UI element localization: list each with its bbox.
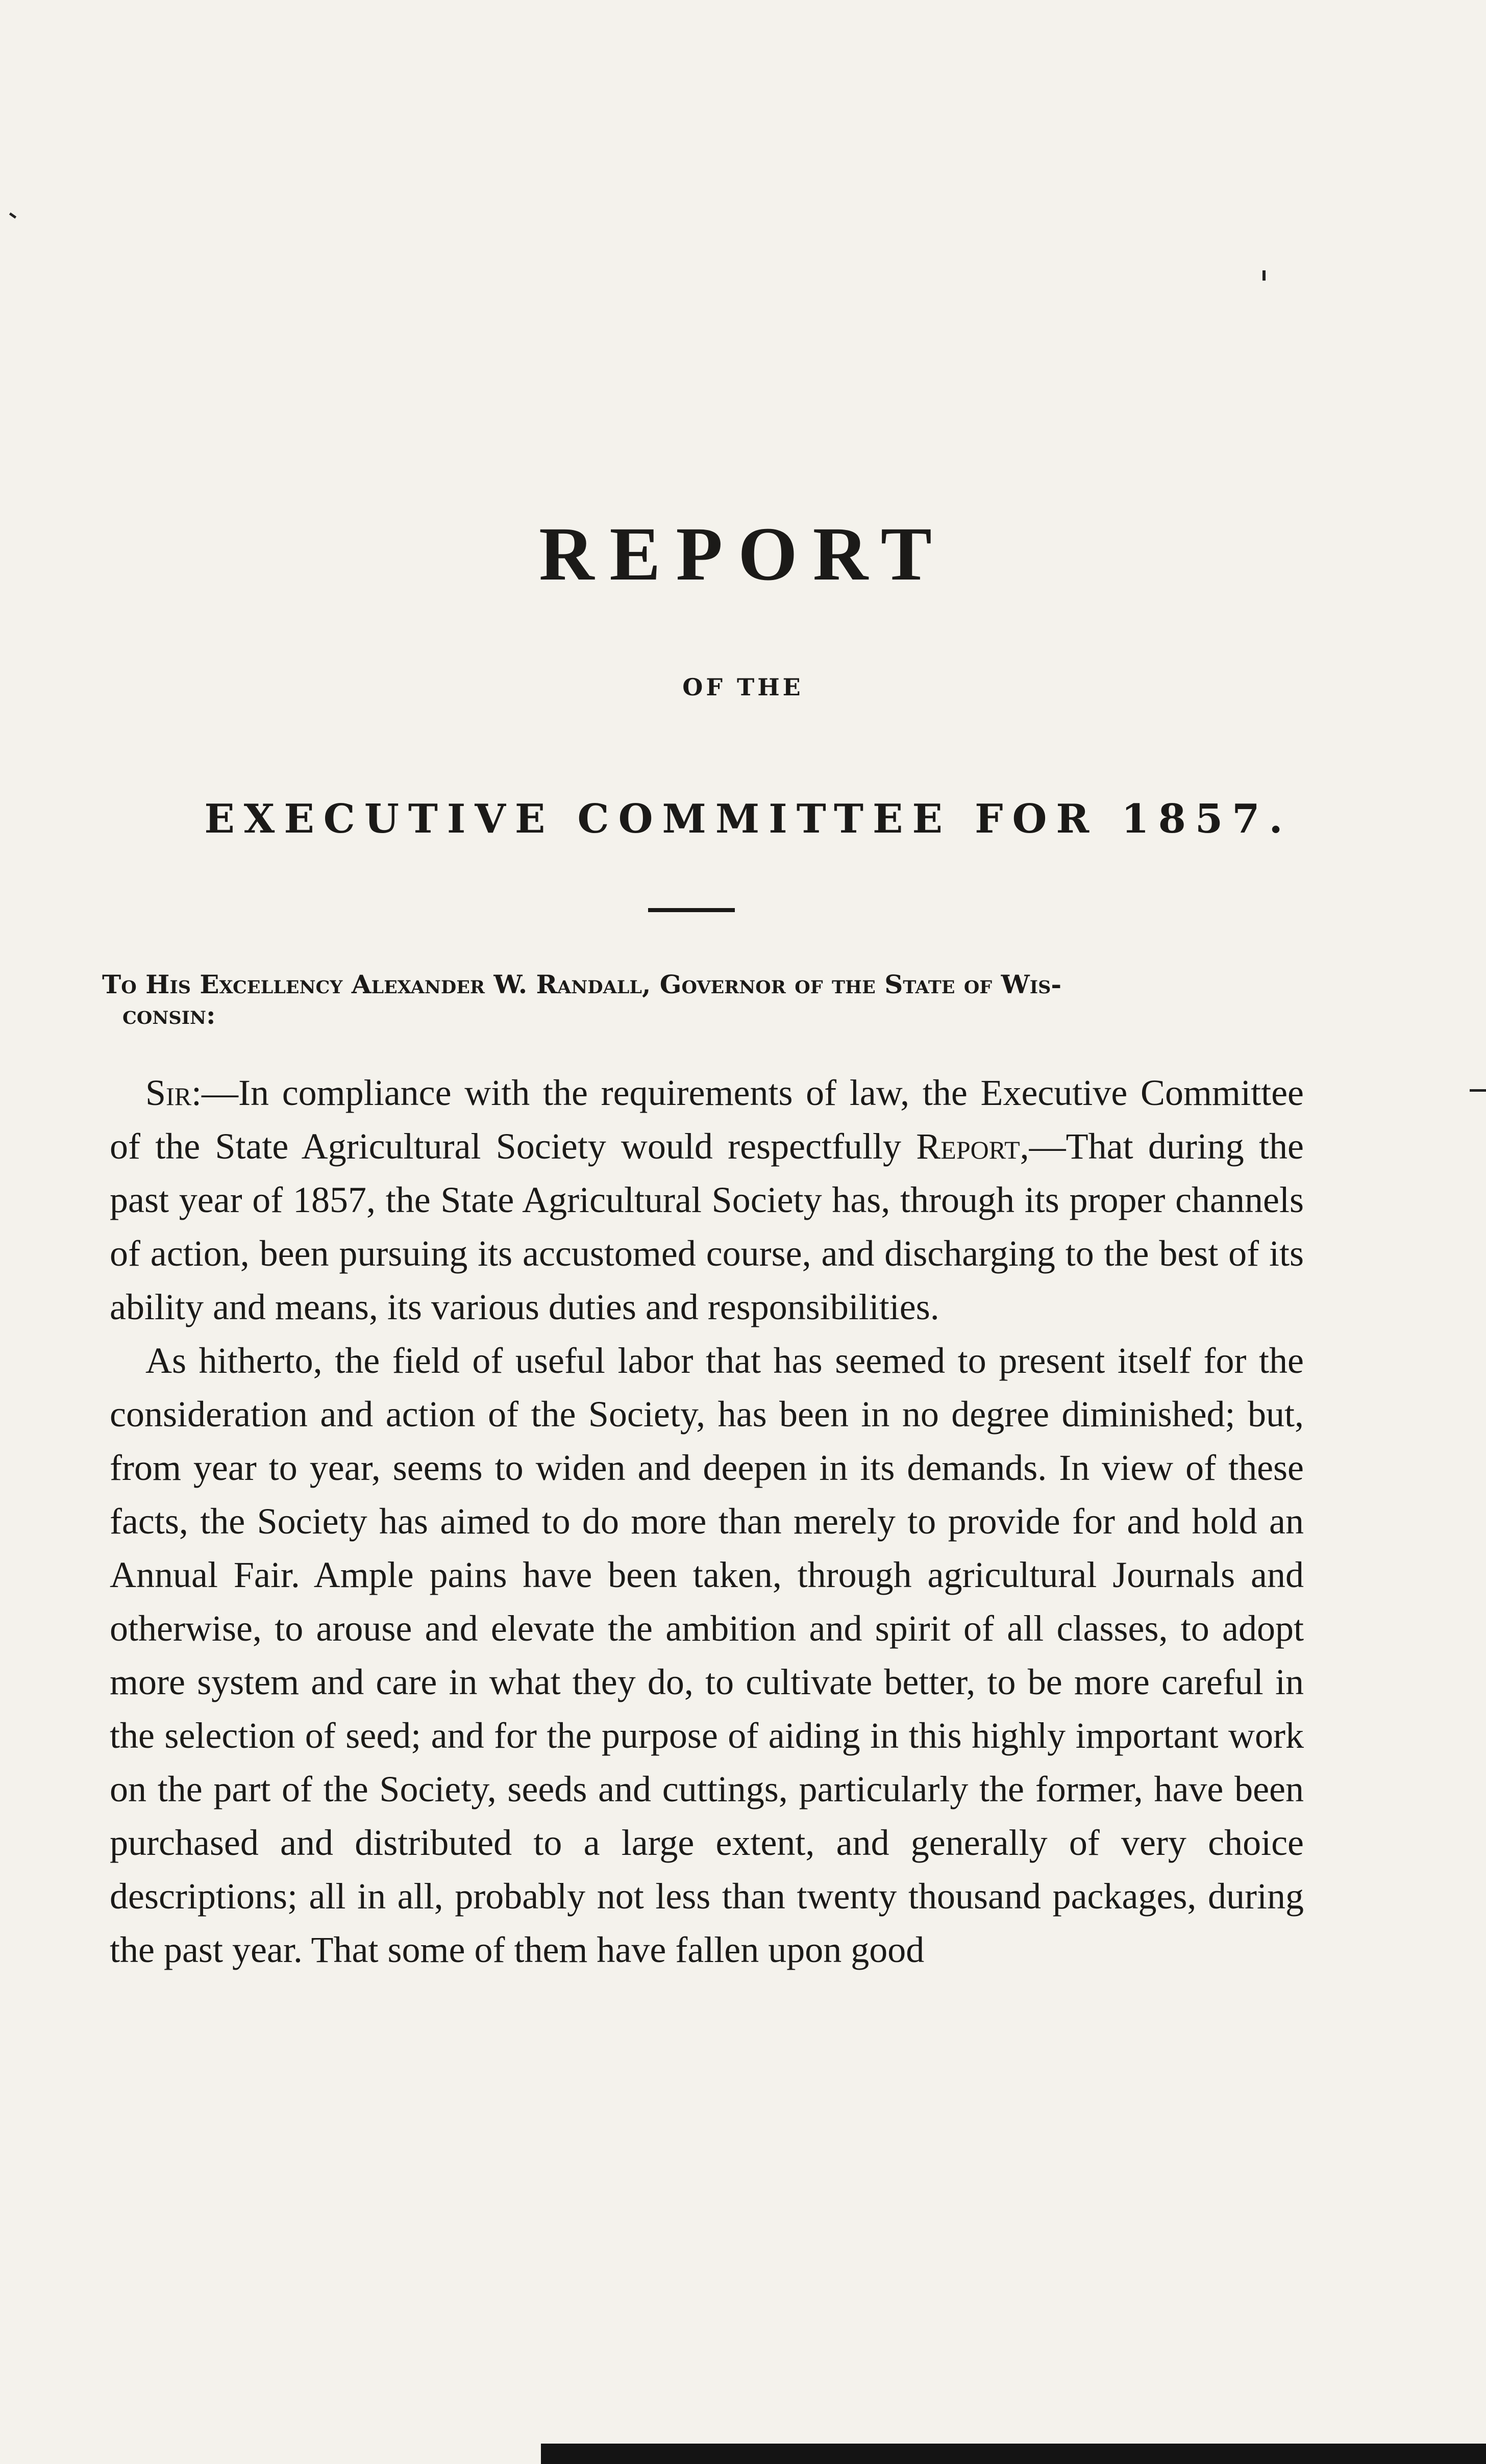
address-line — [102, 969, 1306, 1030]
paragraph-1-text: :—In compliance with the requirements of law, the Executive Committee of the State Agricultural Society would respectfully — [110, 1072, 1304, 1167]
body-text — [110, 1066, 1304, 1977]
scan-mark-top-right — [1262, 270, 1266, 281]
salutation: Sir — [145, 1072, 192, 1113]
paragraph-1 — [110, 1066, 1304, 1334]
scan-mark-right — [1470, 1089, 1486, 1092]
report-subtitle: EXECUTIVE COMMITTEE FOR 1857. — [204, 796, 1292, 842]
report-word: Report — [916, 1126, 1020, 1167]
title-divider — [648, 908, 735, 912]
paragraph-2: As hitherto, the field of useful labor that has seemed to present itself for the consideration and action of the Society, has been in no degree diminished; but, from year to year, seems to widen and deepen in its demands. In view of these facts, the Society has aimed to do more than merely to provide for and hold an Annual Fair. Ample pains have been taken, through agricultural Journals and otherwise, to arouse and elevate the ambition and spirit of all classes, to adopt more system and care in what they do, to cultivate better, to be more careful in the selection of seed; and for the purpose of aiding in this highly important work on the part of the Society, seeds and cuttings, particularly the former, have been purchased and distributed to a large extent, and generally of very choice descriptions; all in all, probably not less than twenty thousand packages, during the past year. That some of them have fallen upon good — [110, 1340, 1304, 1970]
address-line-1: To His Excellency Alexander W. Randall, Governor of the State of Wis- — [102, 969, 1062, 999]
address-line-2: consin: — [122, 1000, 216, 1030]
of-the-label: OF THE — [682, 673, 804, 701]
paragraph-1-end: ,—That during the past year of 1857, the State Agricultural Society has, through its proper channels of action, been pursuing its accustomed course, and discharging to the best of its ability and means, its various duties and responsibilities. — [110, 1126, 1304, 1327]
scan-edge-band — [541, 2444, 1486, 2464]
scan-mark-left — [9, 212, 16, 218]
report-title: REPORT — [539, 512, 947, 596]
